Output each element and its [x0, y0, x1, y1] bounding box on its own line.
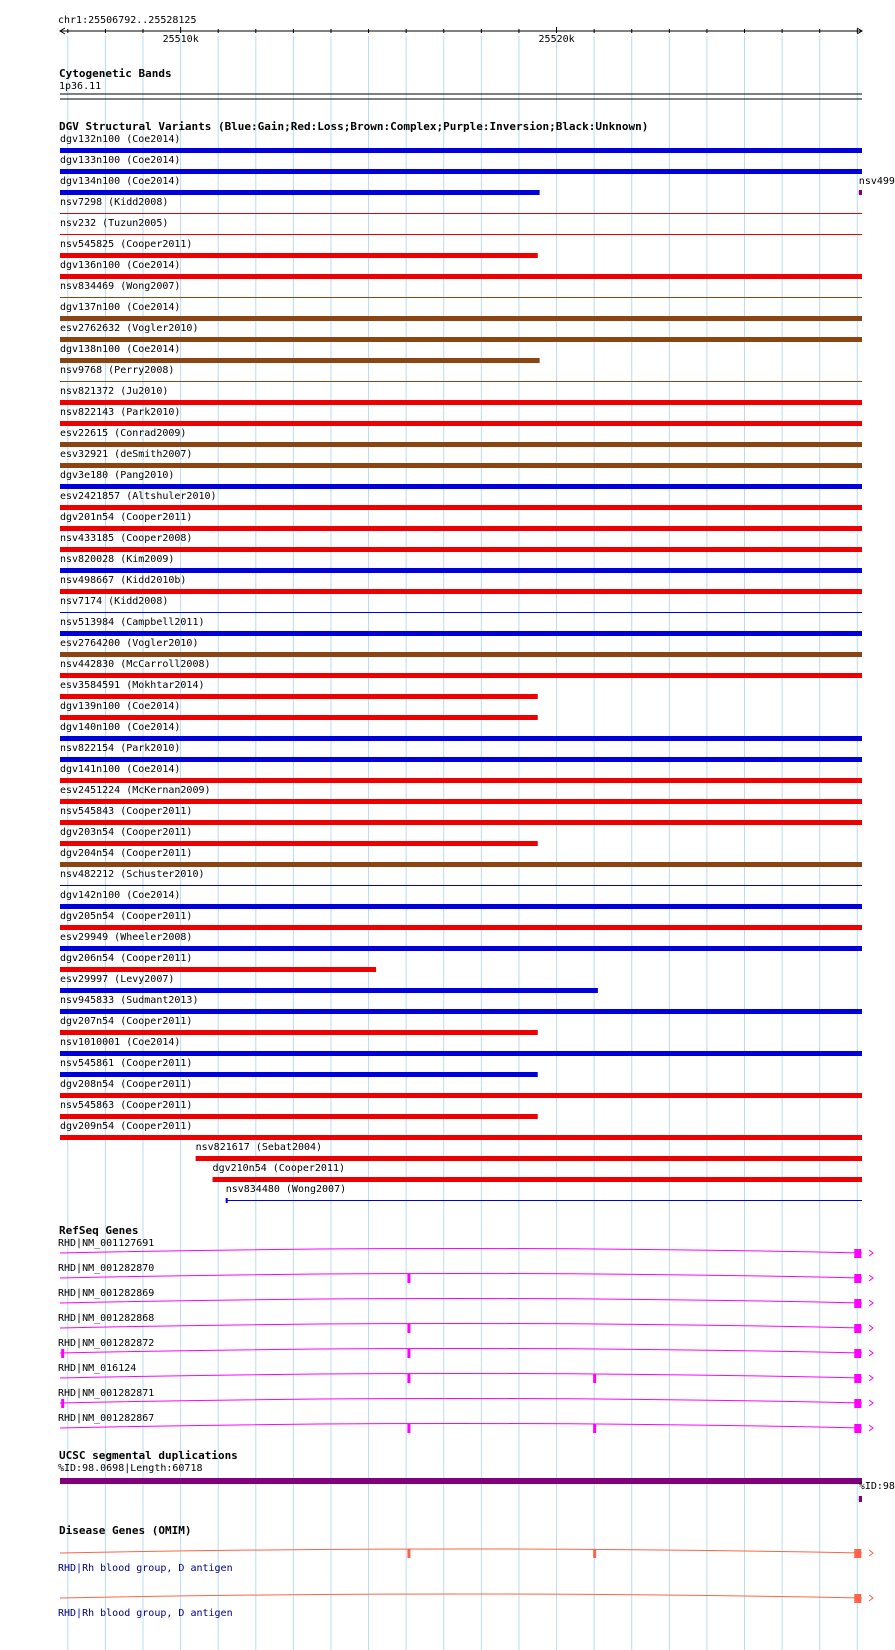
variant-bar[interactable] — [60, 148, 862, 153]
gene-label[interactable]: RHD|NM_001282870 — [58, 1263, 155, 1274]
gene-exon[interactable] — [854, 1399, 861, 1408]
variant-bar[interactable] — [60, 568, 862, 573]
segdup-bar[interactable] — [859, 1496, 862, 1502]
variant-label[interactable]: dgv3e180 (Pang2010) — [60, 470, 175, 481]
variant-bar-end[interactable] — [226, 1198, 228, 1203]
variant-label[interactable]: nsv945833 (Sudmant2013) — [60, 995, 199, 1006]
gene-exon[interactable] — [854, 1299, 861, 1308]
ruler-tick-label[interactable]: 25510k — [162, 34, 199, 45]
variant-label[interactable]: dgv138n100 (Coe2014) — [60, 344, 181, 355]
omim-label[interactable]: RHD|Rh blood group, D antigen — [58, 1608, 233, 1619]
gene-label[interactable]: RHD|NM_001127691 — [58, 1238, 155, 1249]
variant-label[interactable]: esv22615 (Conrad2009) — [60, 428, 187, 439]
variant-label[interactable]: nsv433185 (Cooper2008) — [60, 533, 193, 544]
gene-exon[interactable] — [61, 1399, 64, 1408]
segdup-label[interactable]: %ID:98 — [858, 1481, 895, 1492]
gene-exon[interactable] — [854, 1324, 861, 1333]
gene-exon[interactable] — [854, 1274, 861, 1283]
variant-label[interactable]: nsv442830 (McCarroll2008) — [60, 659, 211, 670]
strand-arrow — [869, 1350, 873, 1356]
variant-bar[interactable] — [60, 547, 862, 552]
variant-label[interactable]: dgv137n100 (Coe2014) — [60, 302, 181, 313]
variant-bar[interactable] — [859, 190, 862, 195]
variant-label[interactable]: dgv206n54 (Cooper2011) — [60, 953, 193, 964]
variant-bar[interactable] — [60, 234, 862, 235]
variant-bar[interactable] — [60, 1051, 862, 1056]
variant-bar[interactable] — [60, 505, 862, 510]
variant-bar[interactable] — [60, 400, 862, 405]
variant-bar[interactable] — [213, 1177, 862, 1182]
variant-bar[interactable] — [60, 967, 376, 972]
variant-label[interactable]: dgv136n100 (Coe2014) — [60, 260, 181, 271]
omim-exon[interactable] — [854, 1549, 861, 1558]
variant-label[interactable]: nsv834469 (Wong2007) — [60, 281, 181, 292]
variant-label[interactable]: esv2762632 (Vogler2010) — [60, 323, 199, 334]
ruler — [60, 27, 862, 34]
variant-bar[interactable] — [60, 736, 862, 741]
variant-label[interactable]: nsv545843 (Cooper2011) — [60, 806, 193, 817]
variant-label[interactable]: dgv205n54 (Cooper2011) — [60, 911, 193, 922]
gene-exon[interactable] — [407, 1324, 410, 1333]
variant-label[interactable]: nsv7298 (Kidd2008) — [60, 197, 169, 208]
gene-label[interactable]: RHD|NM_001282872 — [58, 1338, 155, 1349]
variant-label[interactable]: nsv545861 (Cooper2011) — [60, 1058, 193, 1069]
variant-label[interactable]: dgv133n100 (Coe2014) — [60, 155, 181, 166]
refseq-track-title[interactable]: RefSeq Genes — [59, 1224, 139, 1237]
variant-label[interactable]: nsv7174 (Kidd2008) — [60, 596, 169, 607]
variant-label[interactable]: nsv821372 (Ju2010) — [60, 386, 169, 397]
variant-bar[interactable] — [60, 652, 862, 657]
variant-bar[interactable] — [60, 421, 862, 426]
strand-arrow — [869, 1275, 873, 1281]
variant-bar[interactable] — [60, 381, 862, 382]
variant-label[interactable]: dgv134n100 (Coe2014) — [60, 176, 181, 187]
variant-bar[interactable] — [60, 612, 862, 613]
variant-label[interactable]: nsv232 (Tuzun2005) — [60, 218, 169, 229]
variant-label[interactable]: nsv513984 (Campbell2011) — [60, 617, 205, 628]
variant-label[interactable]: nsv482212 (Schuster2010) — [60, 869, 205, 880]
gene-label[interactable]: RHD|NM_001282867 — [58, 1413, 155, 1424]
variant-bar[interactable] — [60, 841, 538, 846]
gene-exon[interactable] — [61, 1349, 64, 1358]
variant-bar[interactable] — [60, 1135, 862, 1140]
cytoband-label: 1p36.11 — [59, 81, 102, 92]
strand-arrow — [869, 1375, 873, 1381]
variant-label[interactable]: nsv1010001 (Coe2014) — [60, 1037, 181, 1048]
variant-bar[interactable] — [226, 1200, 862, 1201]
region-label: chr1:25506792..25528125 — [58, 15, 197, 26]
variant-bar[interactable] — [196, 1156, 862, 1161]
gene-exon[interactable] — [854, 1249, 861, 1258]
variant-bar[interactable] — [60, 463, 862, 468]
variant-label[interactable]: esv29949 (Wheeler2008) — [60, 932, 193, 943]
variant-label[interactable]: dgv139n100 (Coe2014) — [60, 701, 181, 712]
variant-bar[interactable] — [60, 1093, 862, 1098]
variant-bar[interactable] — [60, 757, 862, 762]
gene-exon[interactable] — [854, 1424, 861, 1433]
variant-bar[interactable] — [60, 253, 538, 258]
variant-label[interactable]: dgv141n100 (Coe2014) — [60, 764, 181, 775]
variant-bar[interactable] — [60, 316, 862, 321]
variant-label[interactable]: dgv201n54 (Cooper2011) — [60, 512, 193, 523]
variant-label[interactable]: nsv820028 (Kim2009) — [60, 554, 175, 565]
variant-label[interactable]: nsv822143 (Park2010) — [60, 407, 181, 418]
variant-label[interactable]: nsv545825 (Cooper2011) — [60, 239, 193, 250]
variant-bar[interactable] — [60, 820, 862, 825]
gene-label[interactable]: RHD|NM_001282871 — [58, 1388, 155, 1399]
variant-bar[interactable] — [60, 925, 862, 930]
variant-label[interactable]: dgv207n54 (Cooper2011) — [60, 1016, 193, 1027]
omim-label[interactable]: RHD|Rh blood group, D antigen — [58, 1563, 233, 1574]
gene-label[interactable]: RHD|NM_001282869 — [58, 1288, 155, 1299]
gene-exon[interactable] — [854, 1349, 861, 1358]
variant-label[interactable]: esv2764200 (Vogler2010) — [60, 638, 199, 649]
variant-label[interactable]: nsv499 — [858, 176, 895, 187]
variant-label[interactable]: dgv132n100 (Coe2014) — [60, 134, 181, 145]
cytoband-track-title[interactable]: Cytogenetic Bands — [59, 67, 172, 80]
strand-arrow — [869, 1550, 873, 1556]
segdup-label[interactable]: %ID:98.0698|Length:60718 — [58, 1463, 203, 1474]
gene-exon[interactable] — [407, 1274, 410, 1283]
variant-bar[interactable] — [60, 673, 862, 678]
omim-exon[interactable] — [407, 1549, 410, 1558]
omim-track-title[interactable]: Disease Genes (OMIM) — [59, 1524, 192, 1537]
variant-bar[interactable] — [60, 1030, 538, 1035]
gene-label[interactable]: RHD|NM_016124 — [58, 1363, 137, 1374]
variant-label[interactable]: esv2451224 (McKernan2009) — [60, 785, 211, 796]
variant-bar[interactable] — [60, 169, 862, 174]
gene-exon[interactable] — [593, 1424, 596, 1433]
variant-bar[interactable] — [60, 946, 862, 951]
strand-arrow — [869, 1400, 873, 1406]
variant-bar[interactable] — [60, 885, 862, 886]
variant-label[interactable]: dgv208n54 (Cooper2011) — [60, 1079, 193, 1090]
variant-bar[interactable] — [60, 526, 862, 531]
variant-label[interactable]: esv29997 (Levy2007) — [60, 974, 175, 985]
variant-bar[interactable] — [60, 358, 540, 363]
variant-label[interactable]: nsv821617 (Sebat2004) — [195, 1142, 323, 1153]
variant-label[interactable]: nsv545863 (Cooper2011) — [60, 1100, 193, 1111]
strand-arrow — [869, 1250, 873, 1256]
ruler-tick-label[interactable]: 25520k — [538, 34, 575, 45]
variant-bar[interactable] — [60, 274, 862, 279]
variant-label[interactable]: nsv498667 (Kidd2010b) — [60, 575, 187, 586]
dgv-track-title[interactable]: DGV Structural Variants (Blue:Gain;Red:Loss;Brown:Complex;Purple:Inversion;Black:Unknown) — [59, 120, 649, 133]
variant-bar[interactable] — [60, 799, 862, 804]
variant-bar[interactable] — [60, 694, 538, 699]
omim-exon[interactable] — [854, 1594, 861, 1603]
variant-label[interactable]: dgv204n54 (Cooper2011) — [60, 848, 193, 859]
variant-bar[interactable] — [60, 904, 862, 909]
gene-exon[interactable] — [593, 1374, 596, 1383]
variant-label[interactable]: dgv203n54 (Cooper2011) — [60, 827, 193, 838]
strand-arrow — [869, 1595, 873, 1601]
variant-bar[interactable] — [60, 631, 862, 636]
variant-bar[interactable] — [60, 1009, 862, 1014]
variant-label[interactable]: dgv209n54 (Cooper2011) — [60, 1121, 193, 1132]
variant-label[interactable]: esv3584591 (Mokhtar2014) — [60, 680, 205, 691]
variant-bar[interactable] — [60, 484, 862, 489]
gene-exon[interactable] — [407, 1424, 410, 1433]
variant-label[interactable]: nsv9768 (Perry2008) — [60, 365, 175, 376]
variant-bar[interactable] — [60, 213, 862, 214]
gene-label[interactable]: RHD|NM_001282868 — [58, 1313, 155, 1324]
variant-bar[interactable] — [60, 715, 538, 720]
variant-label[interactable]: dgv210n54 (Cooper2011) — [212, 1163, 345, 1174]
variant-bar[interactable] — [60, 442, 862, 447]
variant-label[interactable]: dgv142n100 (Coe2014) — [60, 890, 181, 901]
variant-bar[interactable] — [60, 988, 598, 993]
variant-bar[interactable] — [60, 297, 862, 298]
variant-label[interactable]: nsv822154 (Park2010) — [60, 743, 181, 754]
variant-bar[interactable] — [60, 862, 862, 867]
variant-bar[interactable] — [60, 1072, 538, 1077]
gene-exon[interactable] — [407, 1374, 410, 1383]
variant-label[interactable]: dgv140n100 (Coe2014) — [60, 722, 181, 733]
variant-bar[interactable] — [60, 190, 540, 195]
variant-bar[interactable] — [60, 589, 862, 594]
strand-arrow — [869, 1325, 873, 1331]
strand-arrow — [869, 1300, 873, 1306]
variant-label[interactable]: nsv834480 (Wong2007) — [225, 1184, 347, 1195]
gene-exon[interactable] — [854, 1374, 861, 1383]
variant-bar[interactable] — [60, 337, 862, 342]
segdup-track-title[interactable]: UCSC segmental duplications — [59, 1449, 238, 1462]
variant-label[interactable]: esv32921 (deSmith2007) — [60, 449, 193, 460]
segdup-bar[interactable] — [60, 1478, 862, 1484]
strand-arrow — [869, 1425, 873, 1431]
gene-exon[interactable] — [407, 1349, 410, 1358]
variant-bar[interactable] — [60, 1114, 538, 1119]
variant-label[interactable]: esv2421857 (Altshuler2010) — [60, 491, 217, 502]
omim-exon[interactable] — [593, 1549, 596, 1558]
variant-bar[interactable] — [60, 778, 862, 783]
